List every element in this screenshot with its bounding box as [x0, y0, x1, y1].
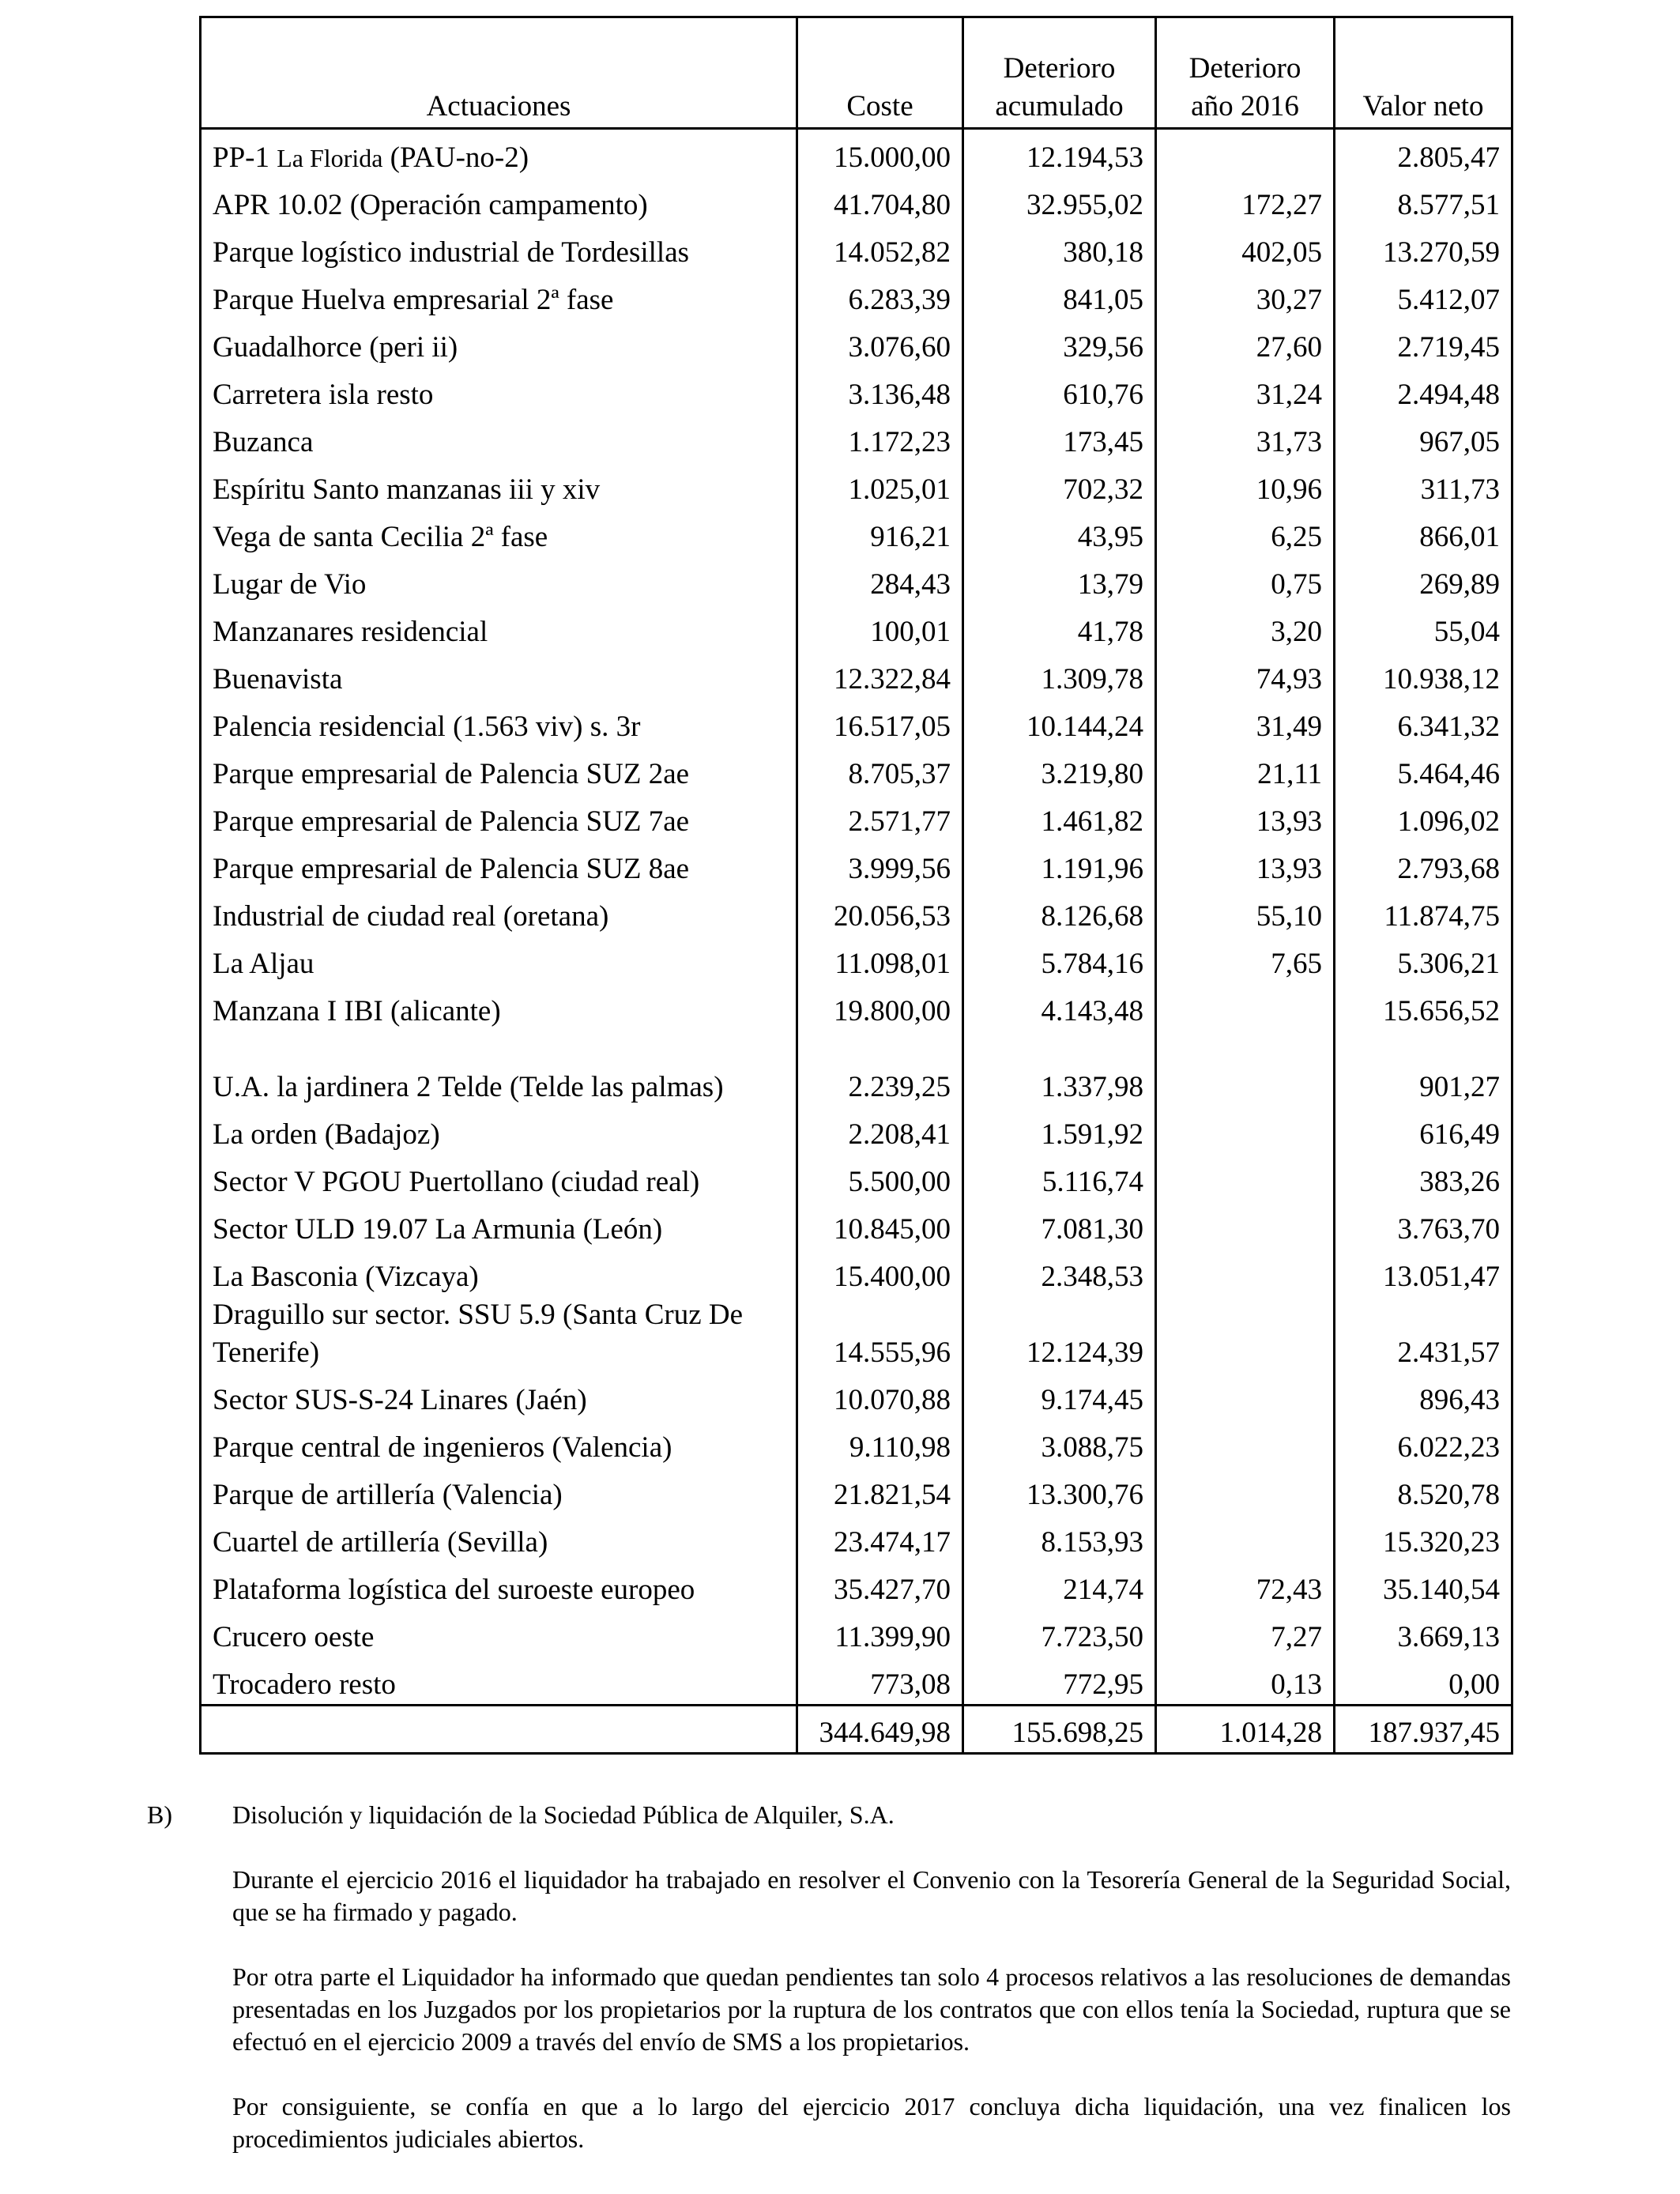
table-row [201, 1657, 1512, 1706]
table-row [201, 983, 1512, 1031]
cell-deterioro-anio [1156, 1201, 1335, 1249]
table-row [201, 1031, 1512, 1106]
cell-coste: 3.999,56 [797, 841, 963, 888]
cell-valor-neto: 11.874,75 [1335, 888, 1512, 936]
cell-coste: 2.571,77 [797, 794, 963, 841]
cell-actuacion: Sector V PGOU Puertollano (ciudad real) [213, 1166, 700, 1198]
cell-deterioro-acumulado: 173,45 [963, 414, 1156, 462]
cell-actuacion: Parque empresarial de Palencia SUZ 8ae [213, 853, 690, 885]
cell-actuacion: Guadalhorce (peri ii) [213, 331, 458, 364]
cell-deterioro-acumulado: 214,74 [963, 1562, 1156, 1609]
table-row [201, 1467, 1512, 1514]
header-valor-neto: Valor neto [1335, 17, 1512, 129]
cell-deterioro-anio: 0,13 [1156, 1657, 1335, 1706]
cell-coste: 35.427,70 [797, 1562, 963, 1609]
cell-coste: 19.800,00 [797, 983, 963, 1031]
table-row [201, 604, 1512, 651]
table-row [201, 509, 1512, 556]
cell-coste: 3.136,48 [797, 367, 963, 414]
cell-deterioro-acumulado: 610,76 [963, 367, 1156, 414]
cell-deterioro-acumulado: 1.309,78 [963, 651, 1156, 699]
cell-coste: 11.098,01 [797, 936, 963, 983]
cell-deterioro-anio: 72,43 [1156, 1562, 1335, 1609]
cell-valor-neto: 616,49 [1335, 1106, 1512, 1154]
cell-deterioro-acumulado: 772,95 [963, 1657, 1156, 1706]
cell-deterioro-anio [1156, 1154, 1335, 1201]
cell-coste: 15.400,00 [797, 1249, 963, 1296]
cell-deterioro-acumulado: 329,56 [963, 319, 1156, 367]
cell-actuacion: Industrial de ciudad real (oretana) [213, 900, 609, 933]
cell-actuacion: Manzanares residencial [213, 616, 488, 648]
cell-actuacion-part: PP-1 [213, 141, 277, 174]
cell-deterioro-anio: 55,10 [1156, 888, 1335, 936]
cell-deterioro-acumulado: 3.088,75 [963, 1419, 1156, 1467]
total-deterioro-anio: 1.014,28 [1156, 1706, 1335, 1754]
cell-coste: 5.500,00 [797, 1154, 963, 1201]
cell-valor-neto: 2.793,68 [1335, 841, 1512, 888]
cell-coste: 1.172,23 [797, 414, 963, 462]
section-b-paragraph-1: Durante el ejercicio 2016 el liquidador ha trabajado en resolver el Convenio con la Tesorería General de la Seguridad Social, que se ha firmado y pagado. [232, 1865, 1511, 1926]
table-row [201, 1419, 1512, 1467]
table-row [201, 414, 1512, 462]
cell-coste: 3.076,60 [797, 319, 963, 367]
table-header [201, 17, 1512, 129]
cell-coste: 773,08 [797, 1657, 963, 1706]
cell-coste: 14.052,82 [797, 224, 963, 272]
cell-valor-neto: 896,43 [1335, 1372, 1512, 1419]
cell-actuacion: Parque central de ingenieros (Valencia) [213, 1431, 672, 1464]
table-row [201, 224, 1512, 272]
cell-coste: 2.208,41 [797, 1106, 963, 1154]
cell-actuacion: Lugar de Vio [213, 568, 367, 601]
cell-deterioro-anio [1156, 1419, 1335, 1467]
table-row [201, 794, 1512, 841]
cell-valor-neto: 35.140,54 [1335, 1562, 1512, 1609]
table-row [201, 556, 1512, 604]
cell-coste: 2.239,25 [797, 1031, 963, 1106]
header-deterioro-anio-line1: Deterioro [1188, 52, 1301, 85]
cell-valor-neto: 5.412,07 [1335, 272, 1512, 319]
cell-deterioro-anio: 13,93 [1156, 794, 1335, 841]
cell-deterioro-anio: 7,65 [1156, 936, 1335, 983]
cell-actuacion: La Basconia (Vizcaya) [213, 1261, 479, 1293]
cell-deterioro-acumulado: 7.723,50 [963, 1609, 1156, 1657]
cell-valor-neto: 383,26 [1335, 1154, 1512, 1201]
cell-deterioro-acumulado: 13.300,76 [963, 1467, 1156, 1514]
cell-actuacion: Parque empresarial de Palencia SUZ 2ae [213, 758, 690, 790]
total-valor-neto: 187.937,45 [1335, 1706, 1512, 1754]
table-row [201, 888, 1512, 936]
cell-deterioro-anio: 172,27 [1156, 177, 1335, 224]
cell-deterioro-anio: 30,27 [1156, 272, 1335, 319]
cell-actuacion: Plataforma logística del suroeste europeo [213, 1574, 695, 1606]
section-b-paragraph-2: Por otra parte el Liquidador ha informado que quedan pendientes tan solo 4 procesos relativos a las resoluciones de demandas presentadas en los Juzgados por los propietarios por la ruptura de los contratos que con ellos tenía la Sociedad, ruptura que se efectuó en el ejercicio 2009 a través del envío de SMS a los propietarios. [232, 1962, 1511, 2056]
table-row [201, 462, 1512, 509]
table-row [201, 1296, 1512, 1372]
cell-valor-neto: 866,01 [1335, 509, 1512, 556]
cell-coste: 12.322,84 [797, 651, 963, 699]
section-b-paragraph-3: Por consiguiente, se confía en que a lo largo del ejercicio 2017 concluya dicha liquidación, una vez finalicen los procedimientos judiciales abiertos. [232, 2092, 1511, 2153]
cell-coste: 1.025,01 [797, 462, 963, 509]
cell-actuacion: Manzana I IBI (alicante) [213, 995, 501, 1027]
section-b-title: Disolución y liquidación de la Sociedad Pública de Alquiler, S.A. [232, 1800, 895, 1829]
table-totals [201, 1706, 1512, 1754]
cell-actuacion: Carretera isla resto [213, 379, 434, 411]
cell-valor-neto: 5.306,21 [1335, 936, 1512, 983]
cell-actuacion: Vega de santa Cecilia 2ª fase [213, 521, 548, 553]
cell-coste: 11.399,90 [797, 1609, 963, 1657]
totals-label-cell [201, 1706, 797, 1754]
table-row [201, 1609, 1512, 1657]
cell-valor-neto: 2.431,57 [1335, 1296, 1512, 1372]
cell-actuacion: Buzanca [213, 426, 314, 458]
table-row [201, 1106, 1512, 1154]
cell-valor-neto: 10.938,12 [1335, 651, 1512, 699]
table-row [201, 1372, 1512, 1419]
section-b-marker: B) [147, 1800, 172, 1829]
cell-valor-neto: 2.719,45 [1335, 319, 1512, 367]
cell-actuacion-part: (PAU-no-2) [382, 141, 529, 174]
cell-coste: 21.821,54 [797, 1467, 963, 1514]
header-deterioro-acumulado-line1: Deterioro [1003, 52, 1116, 85]
cell-valor-neto: 15.656,52 [1335, 983, 1512, 1031]
cell-actuacion: Parque de artillería (Valencia) [213, 1479, 563, 1511]
cell-coste: 916,21 [797, 509, 963, 556]
table-row [201, 936, 1512, 983]
cell-deterioro-anio: 31,49 [1156, 699, 1335, 746]
cell-deterioro-acumulado: 4.143,48 [963, 983, 1156, 1031]
table-body [201, 129, 1512, 1706]
cell-valor-neto: 901,27 [1335, 1031, 1512, 1106]
cell-actuacion: U.A. la jardinera 2 Telde (Telde las palmas) [213, 1071, 724, 1103]
cell-deterioro-acumulado: 1.591,92 [963, 1106, 1156, 1154]
cell-coste: 14.555,96 [797, 1296, 963, 1372]
cell-actuacion: Parque Huelva empresarial 2ª fase [213, 284, 614, 316]
total-coste: 344.649,98 [797, 1706, 963, 1754]
cell-deterioro-anio: 3,20 [1156, 604, 1335, 651]
cell-actuacion: Crucero oeste [213, 1621, 375, 1653]
table-row [201, 841, 1512, 888]
cell-deterioro-acumulado: 10.144,24 [963, 699, 1156, 746]
cell-valor-neto: 8.520,78 [1335, 1467, 1512, 1514]
cell-deterioro-anio: 402,05 [1156, 224, 1335, 272]
header-deterioro-anio [1156, 17, 1335, 129]
cell-deterioro-acumulado: 8.153,93 [963, 1514, 1156, 1562]
cell-actuacion: Draguillo sur sector. SSU 5.9 (Santa Cruz De Tenerife) [213, 1299, 744, 1369]
cell-deterioro-acumulado: 7.081,30 [963, 1201, 1156, 1249]
cell-deterioro-acumulado: 1.337,98 [963, 1031, 1156, 1106]
section-b-heading [147, 1799, 1511, 1831]
cell-deterioro-acumulado: 1.191,96 [963, 841, 1156, 888]
cell-deterioro-anio: 7,27 [1156, 1609, 1335, 1657]
cell-deterioro-acumulado: 9.174,45 [963, 1372, 1156, 1419]
table-row [201, 272, 1512, 319]
cell-coste: 8.705,37 [797, 746, 963, 794]
cell-deterioro-acumulado: 12.194,53 [963, 129, 1156, 178]
cell-actuacion: Cuartel de artillería (Sevilla) [213, 1526, 548, 1559]
cell-coste: 20.056,53 [797, 888, 963, 936]
cell-actuacion: APR 10.02 (Operación campamento) [213, 189, 648, 221]
cell-deterioro-acumulado: 1.461,82 [963, 794, 1156, 841]
table-row [201, 1514, 1512, 1562]
cell-deterioro-anio [1156, 1031, 1335, 1106]
cell-deterioro-anio: 13,93 [1156, 841, 1335, 888]
cell-deterioro-anio [1156, 1372, 1335, 1419]
section-b [147, 1799, 1511, 2155]
table-row [201, 129, 1512, 178]
header-coste: Coste [797, 17, 963, 129]
table-row [201, 1249, 1512, 1296]
cell-deterioro-acumulado: 43,95 [963, 509, 1156, 556]
cell-coste: 284,43 [797, 556, 963, 604]
table-row [201, 1154, 1512, 1201]
cell-deterioro-acumulado: 13,79 [963, 556, 1156, 604]
cell-actuacion: Trocadero resto [213, 1668, 396, 1701]
cell-deterioro-anio [1156, 129, 1335, 178]
cell-actuacion-part: La Florida [277, 144, 383, 172]
cell-deterioro-acumulado: 2.348,53 [963, 1249, 1156, 1296]
cell-valor-neto: 55,04 [1335, 604, 1512, 651]
cell-deterioro-acumulado: 5.116,74 [963, 1154, 1156, 1201]
cell-actuacion: Sector SUS-S-24 Linares (Jaén) [213, 1384, 587, 1416]
cell-coste: 10.070,88 [797, 1372, 963, 1419]
cell-valor-neto: 6.341,32 [1335, 699, 1512, 746]
cell-deterioro-anio [1156, 1514, 1335, 1562]
cell-deterioro-anio: 0,75 [1156, 556, 1335, 604]
cell-actuacion [201, 129, 797, 178]
cell-deterioro-anio: 6,25 [1156, 509, 1335, 556]
header-actuaciones: Actuaciones [201, 17, 797, 129]
cell-coste: 6.283,39 [797, 272, 963, 319]
table-row [201, 319, 1512, 367]
cell-valor-neto: 8.577,51 [1335, 177, 1512, 224]
cell-valor-neto: 13.051,47 [1335, 1249, 1512, 1296]
header-deterioro-acumulado [963, 17, 1156, 129]
cell-actuacion: Espíritu Santo manzanas iii y xiv [213, 473, 601, 506]
cell-valor-neto: 2.805,47 [1335, 129, 1512, 178]
table-row [201, 746, 1512, 794]
table-row [201, 367, 1512, 414]
table-row [201, 1201, 1512, 1249]
cell-valor-neto: 5.464,46 [1335, 746, 1512, 794]
cell-deterioro-acumulado: 8.126,68 [963, 888, 1156, 936]
cell-coste: 15.000,00 [797, 129, 963, 178]
table-row [201, 651, 1512, 699]
cell-deterioro-anio: 31,24 [1156, 367, 1335, 414]
cell-actuacion: Palencia residencial (1.563 viv) s. 3r [213, 711, 641, 743]
cell-coste: 23.474,17 [797, 1514, 963, 1562]
cell-valor-neto: 3.669,13 [1335, 1609, 1512, 1657]
cell-valor-neto: 15.320,23 [1335, 1514, 1512, 1562]
cell-deterioro-anio [1156, 983, 1335, 1031]
cell-valor-neto: 311,73 [1335, 462, 1512, 509]
cell-valor-neto: 269,89 [1335, 556, 1512, 604]
cell-deterioro-anio: 21,11 [1156, 746, 1335, 794]
total-deterioro-acumulado: 155.698,25 [963, 1706, 1156, 1754]
cell-coste: 100,01 [797, 604, 963, 651]
cell-deterioro-anio: 31,73 [1156, 414, 1335, 462]
cell-deterioro-acumulado: 702,32 [963, 462, 1156, 509]
cell-deterioro-acumulado: 41,78 [963, 604, 1156, 651]
cell-deterioro-anio [1156, 1106, 1335, 1154]
cell-coste: 16.517,05 [797, 699, 963, 746]
cell-valor-neto: 13.270,59 [1335, 224, 1512, 272]
cell-deterioro-anio: 74,93 [1156, 651, 1335, 699]
cell-valor-neto: 0,00 [1335, 1657, 1512, 1706]
cell-deterioro-anio [1156, 1249, 1335, 1296]
table-row [201, 699, 1512, 746]
actuaciones-table [199, 16, 1513, 1755]
cell-coste: 10.845,00 [797, 1201, 963, 1249]
cell-deterioro-acumulado: 5.784,16 [963, 936, 1156, 983]
cell-coste: 41.704,80 [797, 177, 963, 224]
cell-valor-neto: 967,05 [1335, 414, 1512, 462]
cell-valor-neto: 1.096,02 [1335, 794, 1512, 841]
cell-valor-neto: 6.022,23 [1335, 1419, 1512, 1467]
cell-deterioro-anio [1156, 1467, 1335, 1514]
cell-coste: 9.110,98 [797, 1419, 963, 1467]
cell-deterioro-acumulado: 32.955,02 [963, 177, 1156, 224]
cell-deterioro-acumulado: 841,05 [963, 272, 1156, 319]
cell-deterioro-anio [1156, 1296, 1335, 1372]
cell-actuacion: La orden (Badajoz) [213, 1118, 440, 1151]
header-deterioro-anio-line2: año 2016 [1191, 90, 1299, 123]
table-row [201, 1562, 1512, 1609]
cell-actuacion: Parque logístico industrial de Tordesillas [213, 236, 690, 269]
cell-actuacion: Sector ULD 19.07 La Armunia (León) [213, 1213, 663, 1246]
header-deterioro-acumulado-line2: acumulado [995, 90, 1124, 123]
cell-deterioro-acumulado: 3.219,80 [963, 746, 1156, 794]
cell-actuacion: Parque empresarial de Palencia SUZ 7ae [213, 805, 690, 838]
cell-deterioro-anio: 10,96 [1156, 462, 1335, 509]
table-row [201, 177, 1512, 224]
cell-valor-neto: 3.763,70 [1335, 1201, 1512, 1249]
cell-deterioro-acumulado: 12.124,39 [963, 1296, 1156, 1372]
cell-valor-neto: 2.494,48 [1335, 367, 1512, 414]
cell-deterioro-anio: 27,60 [1156, 319, 1335, 367]
cell-deterioro-acumulado: 380,18 [963, 224, 1156, 272]
cell-actuacion: La Aljau [213, 948, 315, 980]
cell-actuacion: Buenavista [213, 663, 343, 696]
